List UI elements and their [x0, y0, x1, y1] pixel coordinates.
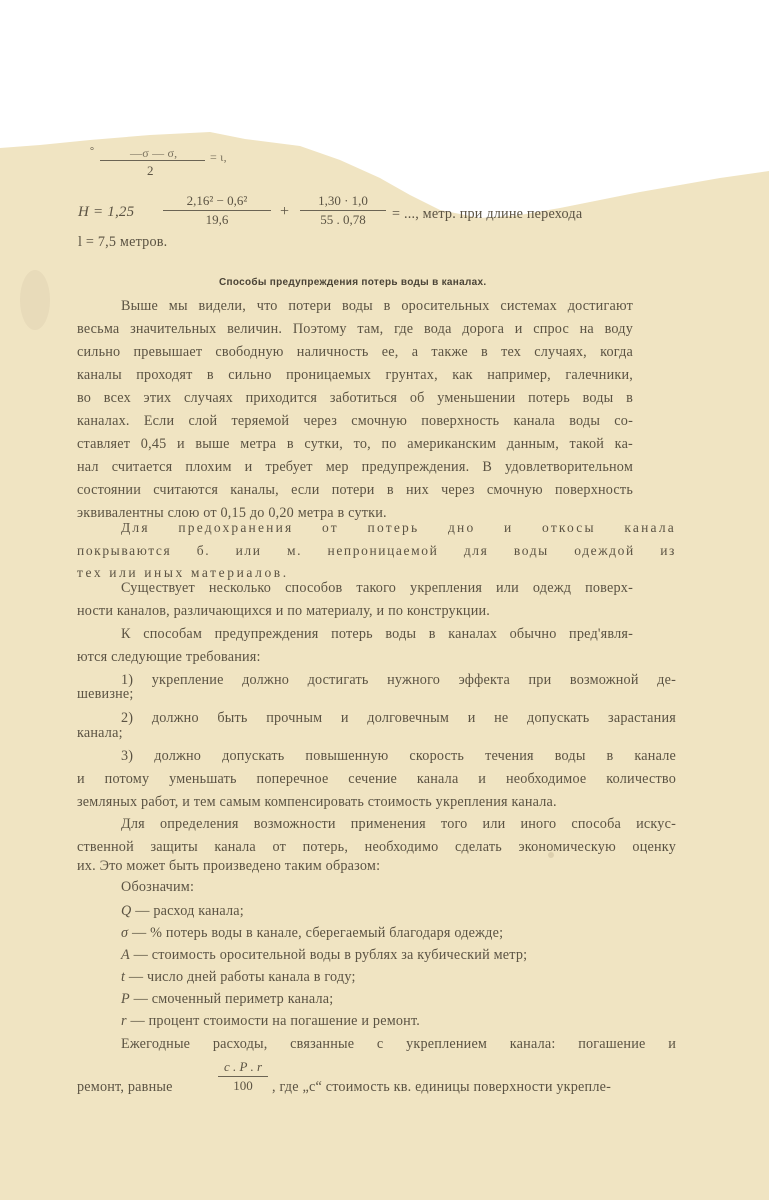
definition-symbol: P [121, 991, 130, 1007]
definition-text: — % потерь воды в канале, сберегаемый благодаря одежде; [128, 925, 504, 941]
cost-fraction-numerator: c . P . r [218, 1059, 268, 1077]
formula-fragment-numerator: —σ — σ, [130, 146, 178, 160]
text-line: К способам предупреждения потерь воды в каналах обычно пред'явля- [121, 626, 633, 642]
text-line: эквивалентны слою от 0,15 до 0,20 метра в сутки. [77, 505, 387, 521]
text-line: ности каналов, различающихся и по материалу, и по конструкции. [77, 603, 491, 619]
text-line: покрываются б. или м. непроницаемой для воды одеждой из [77, 543, 676, 558]
definition-text: — стоимость оросительной воды в рублях за кубический метр; [129, 947, 528, 963]
definition-text: — процент стоимости на погашение и ремонт. [126, 1013, 421, 1029]
text-line: и потому уменьшать поперечное сечение канала и необходимое количество [77, 771, 676, 787]
denote-label: Обозначим: [121, 879, 195, 895]
definition-text: — расход канала; [131, 903, 244, 919]
stain-mark [20, 270, 50, 330]
text-line: Для предохранения от потерь дно и откосы канала [121, 520, 676, 535]
definition-symbol: r [121, 1013, 127, 1029]
paragraph-6: Ежегодные расходы, связанные с укреплением канала: погашение и [121, 1036, 676, 1052]
definition-item [121, 903, 244, 920]
formula-h-fraction-1 [163, 193, 271, 228]
definition-text: — число дней работы канала в году; [125, 969, 356, 985]
text-line: состоянии считаются каналы, если потери в них через смочную поверхность [77, 482, 633, 498]
text-line: земляных работ, и тем самым компенсировать стоимость укрепления канала. [77, 794, 557, 810]
formula-h-numerator-2: 1,30 · 1,0 [300, 193, 386, 211]
text-line: 3) должно допускать повышенную скорость течения воды в канале [121, 748, 676, 764]
formula-h-plus: + [280, 203, 290, 220]
definition-symbol: Q [121, 903, 132, 919]
text-line: ставляет 0,45 и выше метра в сутки, то, по американским данным, такой ка- [77, 436, 633, 452]
text-line: 1) укрепление должно достигать нужного эффекта при возможной де- [121, 672, 676, 688]
formula-fragment-left: ° [90, 146, 95, 157]
formula-h-tail: = ..., метр. при длине перехода [392, 206, 583, 222]
definition-symbol: σ [121, 925, 129, 941]
text-line: во всех этих случаях приходится заботиться об уменьшении потерь воды в [77, 390, 633, 406]
text-line: Выше мы видели, что потери воды в оросительных системах достигают [121, 298, 633, 314]
text-line: каналах. Если слой теряемой через смочную поверхность канала воды со- [77, 413, 633, 429]
last-line-prefix: ремонт, равные [77, 1079, 173, 1095]
text-line: шевизне; [77, 686, 134, 702]
cost-fraction [218, 1059, 268, 1094]
definition-item [121, 947, 527, 964]
formula-fragment-eq: = ι, [210, 150, 227, 164]
formula-fragment-denominator: 2 [147, 163, 154, 178]
cost-fraction-denominator: 100 [233, 1078, 253, 1093]
text-line: ственной защиты канала от потерь, необходимо сделать экономическую оценку [77, 839, 676, 855]
text-line: Для определения возможности применения того или иного способа искус- [121, 816, 676, 832]
text-line: 2) должно быть прочным и долговечным и не допускать зарастания [121, 710, 676, 726]
formula-h-lhs: H = 1,25 [78, 204, 135, 220]
formula-h-denominator-2: 55 . 0,78 [320, 212, 366, 227]
section-heading: Способы предупреждения потерь воды в каналах. [219, 277, 487, 288]
text-line: каналы проходят в сильно проницаемых грунтах, как например, галечники, [77, 367, 633, 383]
definition-item [121, 1013, 420, 1030]
text-line: сильно превышает свободную наличность ее, а также в тех случаях, когда [77, 344, 633, 360]
text-line: тех или иных материалов. [77, 565, 289, 580]
formula-h-fraction-2 [300, 193, 386, 228]
definition-item [121, 925, 503, 942]
definition-text: — смоченный периметр канала; [129, 991, 334, 1007]
formula-l-line: l = 7,5 метров. [78, 234, 168, 250]
definition-symbol: t [121, 969, 126, 985]
formula-h-numerator-1: 2,16² − 0,6² [163, 193, 271, 211]
text-line: нал считается плохим и требует мер предупреждения. В удовлетворительном [77, 459, 633, 475]
formula-fragment-bar [100, 160, 205, 161]
definition-symbol: A [121, 947, 130, 963]
text-line: их. Это может быть произведено таким образом: [77, 858, 381, 874]
text-line: ются следующие требования: [77, 649, 261, 665]
text-line: весьма значительных величин. Поэтому там, где вода дорога и спрос на воду [77, 321, 633, 337]
definition-item [121, 991, 333, 1008]
text-line: канала; [77, 725, 123, 741]
definition-item [121, 969, 356, 986]
formula-h-denominator-1: 19,6 [205, 212, 229, 227]
text-line: Существует несколько способов такого укрепления или одежд поверх- [121, 580, 633, 596]
last-line-suffix: , где „c“ стоимость кв. единицы поверхности укрепле- [272, 1079, 612, 1095]
